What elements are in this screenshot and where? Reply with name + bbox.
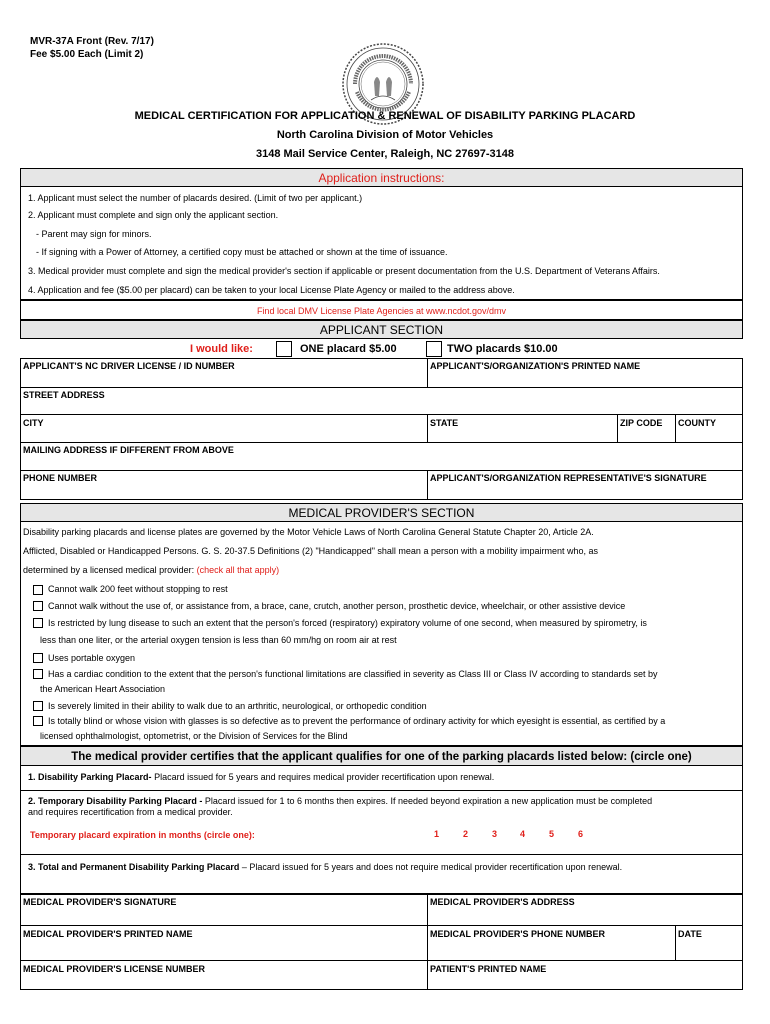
instructions-heading-band <box>20 168 743 187</box>
condition-checkbox[interactable] <box>33 601 43 611</box>
condition-label-continued: less than one liter, or the arterial oxygen tension is less than 60 mm/hg on room air at rest <box>40 635 397 645</box>
instruction-item: - If signing with a Power of Attorney, a certified copy must be attached or shown at the time of issuance. <box>36 247 448 257</box>
form-id: MVR-37A Front (Rev. 7/17) <box>30 36 154 47</box>
divider <box>427 470 428 500</box>
agency-address: 3148 Mail Service Center, Raleigh, NC 27697-3148 <box>255 148 515 160</box>
state-field-label[interactable]: STATE <box>430 418 459 428</box>
condition-checkbox[interactable] <box>33 701 43 711</box>
divider <box>20 960 743 961</box>
certify-band <box>20 746 743 766</box>
applicant-heading: APPLICANT SECTION <box>319 323 444 337</box>
divider <box>20 925 743 926</box>
check-all-note: (check all that apply) <box>196 565 280 575</box>
county-field-label[interactable]: COUNTY <box>678 418 716 428</box>
provider-printed-name-field-label[interactable]: MEDICAL PROVIDER'S PRINTED NAME <box>23 929 193 939</box>
placard-option-3-title: 3. Total and Permanent Disability Parking Placard <box>28 862 240 872</box>
certify-statement: The medical provider certifies that the applicant qualifies for one of the parking placards listed below: (circle one) <box>71 751 692 763</box>
month-option-5[interactable]: 5 <box>549 829 555 839</box>
condition-label: Cannot walk 200 feet without stopping to rest <box>48 584 228 594</box>
placard-option-3-desc: – Placard issued for 5 years and does not require medical provider recertification upon renewal. <box>239 862 623 872</box>
divider <box>427 894 428 990</box>
placard-option-1-desc: Placard issued for 5 years and requires medical provider recertification upon renewal. <box>151 772 495 782</box>
instruction-item: 1. Applicant must select the number of placards desired. (Limit of two per applicant.) <box>28 193 363 203</box>
temp-expiration-label: Temporary placard expiration in months (circle one): <box>30 830 255 840</box>
divider <box>427 414 428 442</box>
provider-phone-field-label[interactable]: MEDICAL PROVIDER'S PHONE NUMBER <box>430 929 605 939</box>
month-option-3[interactable]: 3 <box>492 829 498 839</box>
month-option-1[interactable]: 1 <box>434 829 440 839</box>
provider-signature-field-label[interactable]: MEDICAL PROVIDER'S SIGNATURE <box>23 897 177 907</box>
city-field-label[interactable]: CITY <box>23 418 44 428</box>
patient-name-field-label[interactable]: PATIENT'S PRINTED NAME <box>430 964 547 974</box>
divider <box>675 925 676 960</box>
license-field-label[interactable]: APPLICANT'S NC DRIVER LICENSE / ID NUMBER <box>23 361 235 371</box>
placard-option-2[interactable] <box>28 796 652 807</box>
placard-option-2-desc-continued: and requires recertification from a medical provider. <box>28 807 233 817</box>
condition-checkbox[interactable] <box>33 618 43 628</box>
condition-label: Is restricted by lung disease to such an extent that the person's forced (respiratory) expiratory volume of one second, when measured by spirometry, is <box>48 618 647 628</box>
date-field-label[interactable]: DATE <box>678 929 702 939</box>
divider <box>20 854 743 855</box>
form-title: MEDICAL CERTIFICATION FOR APPLICATION & RENEWAL OF DISABILITY PARKING PLACARD <box>134 110 636 122</box>
condition-label: Cannot walk without the use of, or assistance from, a brace, cane, crutch, another person, prosthetic device, wheelchair, or other assistive device <box>48 601 626 611</box>
condition-checkbox[interactable] <box>33 653 43 663</box>
medical-intro-text: determined by a licensed medical provider: <box>23 565 195 575</box>
find-dmv-row <box>20 300 743 320</box>
provider-fields-box <box>20 894 743 990</box>
divider <box>20 414 743 415</box>
month-option-4[interactable]: 4 <box>520 829 526 839</box>
placard-option-3[interactable] <box>28 862 622 873</box>
fee-text: Fee $5.00 Each (Limit 2) <box>30 49 144 60</box>
condition-label: Is totally blind or whose vision with glasses is so defective as to prevent the performance of ordinary activity for which eyesight is essential, as certified by a <box>48 716 666 726</box>
medical-heading: MEDICAL PROVIDER'S SECTION <box>288 506 475 520</box>
instruction-item: 2. Applicant must complete and sign only the applicant section. <box>28 210 279 220</box>
divider <box>20 790 743 791</box>
month-option-2[interactable]: 2 <box>463 829 469 839</box>
phone-field-label[interactable]: PHONE NUMBER <box>23 473 98 483</box>
applicant-heading-band <box>20 320 743 339</box>
medical-intro: Afflicted, Disabled or Handicapped Persons. G. S. 20-37.5 Definitions (2) "Handicapped" shall mean a person with a mobility impairment who, as <box>23 546 599 556</box>
mailing-field-label[interactable]: MAILING ADDRESS IF DIFFERENT FROM ABOVE <box>23 445 234 455</box>
rep-signature-field-label[interactable]: APPLICANT'S/ORGANIZATION REPRESENTATIVE'S SIGNATURE <box>430 473 707 483</box>
condition-label: Has a cardiac condition to the extent that the person's functional limitations are classified in severity as Class III or Class IV according to standards set by <box>48 669 658 679</box>
condition-checkbox[interactable] <box>33 716 43 726</box>
condition-label: Is severely limited in their ability to walk due to an arthritic, neurological, or orthopedic condition <box>48 701 427 711</box>
divider <box>427 358 428 387</box>
condition-checkbox[interactable] <box>33 669 43 679</box>
condition-label: Uses portable oxygen <box>48 653 136 663</box>
medical-intro: Disability parking placards and license plates are governed by the Motor Vehicle Laws of North Carolina General Statute Chapter 20, Article 2A. <box>23 527 594 537</box>
instruction-item: 4. Application and fee ($5.00 per placard) can be taken to your local License Plate Agency or mailed to the address above. <box>28 285 515 295</box>
instructions-heading: Application instructions: <box>318 171 445 185</box>
placard-option-1-title: 1. Disability Parking Placard- <box>28 772 152 782</box>
two-placards-checkbox[interactable] <box>426 341 442 357</box>
one-placard-checkbox[interactable] <box>276 341 292 357</box>
zip-field-label[interactable]: ZIP CODE <box>620 418 663 428</box>
medical-heading-band <box>20 503 743 522</box>
instruction-item: - Parent may sign for minors. <box>36 229 152 239</box>
divider <box>675 414 676 442</box>
placard-option-2-desc: Placard issued for 1 to 6 months then expires. If needed beyond expiration a new application must be completed <box>202 796 653 806</box>
divider <box>20 387 743 388</box>
placard-option-1[interactable] <box>28 772 494 783</box>
condition-checkbox[interactable] <box>33 585 43 595</box>
i-would-like-label: I would like: <box>190 343 253 355</box>
month-option-6[interactable]: 6 <box>578 829 584 839</box>
provider-address-field-label[interactable]: MEDICAL PROVIDER'S ADDRESS <box>430 897 575 907</box>
one-placard-label: ONE placard $5.00 <box>300 343 397 355</box>
agency-name: North Carolina Division of Motor Vehicles <box>276 129 494 141</box>
condition-label-continued: licensed ophthalmologist, optometrist, or the Division of Services for the Blind <box>40 731 348 741</box>
instruction-item: 3. Medical provider must complete and sign the medical provider's section if applicable or present documentation from the U.S. Department of Veterans Affairs. <box>28 266 660 276</box>
divider <box>20 442 743 443</box>
find-dmv-link[interactable]: Find local DMV License Plate Agencies at www.ncdot.gov/dmv <box>256 306 507 316</box>
placard-option-2-title: 2. Temporary Disability Parking Placard - <box>28 796 203 806</box>
two-placards-label: TWO placards $10.00 <box>447 343 558 355</box>
divider <box>617 414 618 442</box>
condition-label-continued: the American Heart Association <box>40 684 166 694</box>
medical-intro <box>23 565 279 576</box>
provider-license-field-label[interactable]: MEDICAL PROVIDER'S LICENSE NUMBER <box>23 964 205 974</box>
printed-name-field-label[interactable]: APPLICANT'S/ORGANIZATION'S PRINTED NAME <box>430 361 641 371</box>
divider <box>20 470 743 471</box>
street-field-label[interactable]: STREET ADDRESS <box>23 390 105 400</box>
